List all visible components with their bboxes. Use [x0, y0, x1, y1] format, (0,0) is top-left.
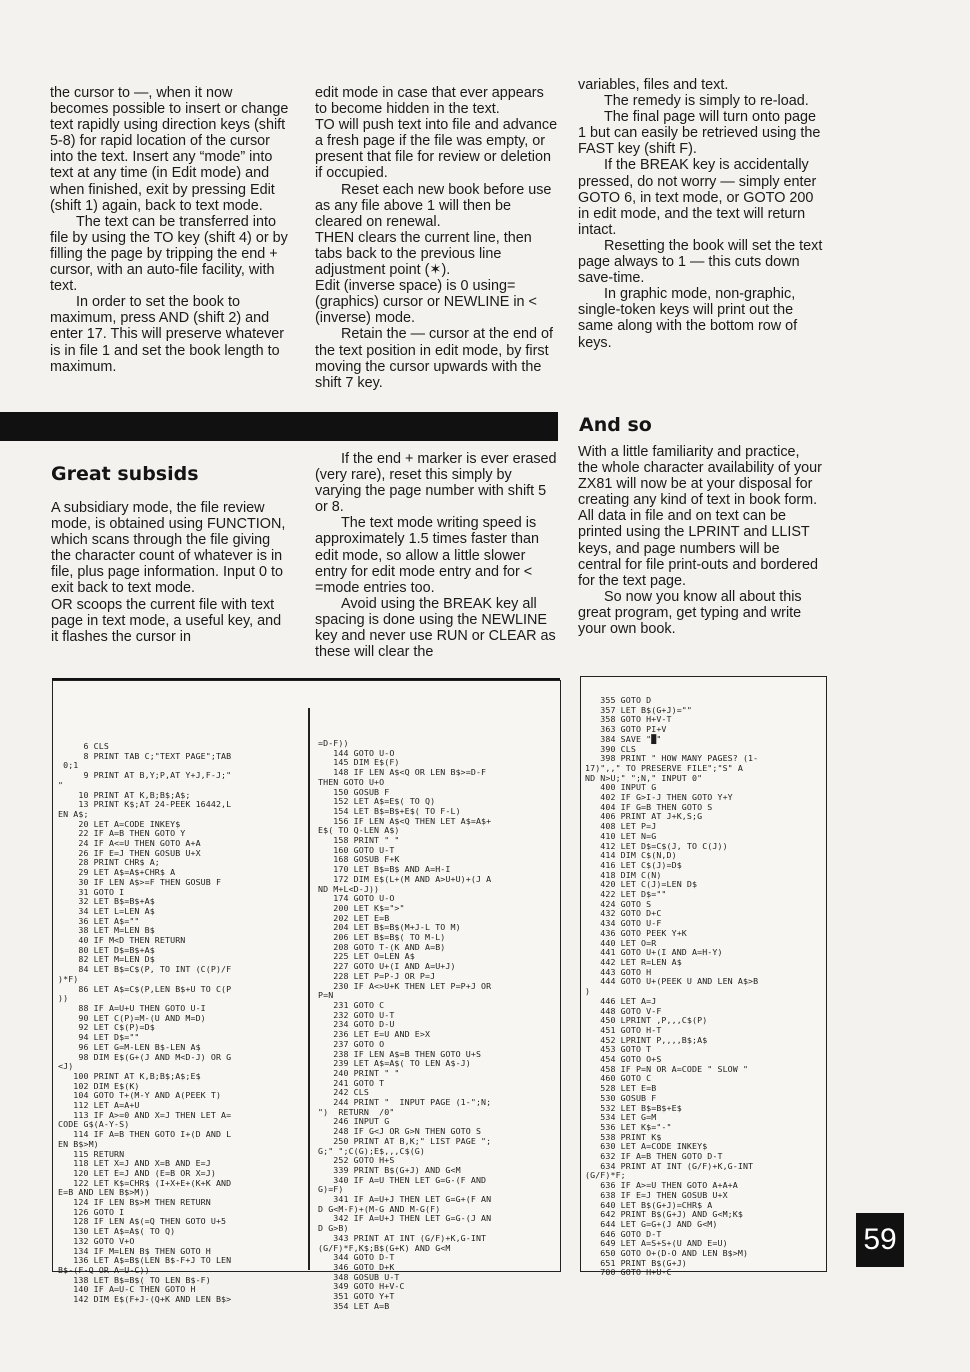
paragraph: THEN clears the current line, then tabs back to the previous line adjustment point (✶). — [315, 229, 532, 279]
listing-column-divider — [308, 708, 310, 1270]
paragraph: the cursor to —, when it now becomes possible to insert or change text rapidly using direction keys (shift 5-8) for rapid location of the cursor into the text. Insert any “mode” into text at any time (in Edit mode) and when finished, exit by pressing Edit (shift 1) again, back to text mode. — [50, 85, 289, 214]
article-column-1-top — [50, 85, 290, 375]
paragraph: The remedy is simply to re-load. — [604, 93, 809, 110]
listing-column-3: 355 GOTO D 357 LET B$(G+J)="" 358 GOTO H+V-T 363 GOTO PI+V 384 SAVE "█" 390 CLS 398 PRINT " HOW MANY PAGES? (1- 17)",," TO PRESERVE FILE";"S" A ND N>U;" ";N," INPUT 0" 400 INPUT G 402 IF G>I-J THEN GOTO Y+Y 404 IF G=B THEN GOTO S 406 PRINT AT J+K,S;G 408 LET P=J 410 LET N=G 412 LET D$=C$(J, TO C(J)) 414 DIM C$(N,D) 416 LET C$(J)=D$ 418 DIM C(N) 420 LET C(J)=LEN D$ 422 LET D$="" 424 GOTO S 432 GOTO D+C 434 GOTO U-F 436 GOTO PEEK Y+K 440 LET O=R 441 GOTO U+(I AND A=H-Y) 442 LET R=LEN A$ 443 GOTO H 444 GOTO U+(PEEK U AND LEN A$>B ) 446 LET A=J 448 GOTO V-F 450 LPRINT ,P,,,C$(P) 451 GOTO H-T 452 LPRINT P,,,,B$;A$ 453 GOTO T 454 GOTO O+S 458 IF P=N OR A=CODE " SLOW " 460 GOTO C 528 LET E=B 530 GOSUB F 532 LET B$=B$+E$ 534 LET G=M 536 LET K$="-" 538 PRINT K$ 630 LET A=CODE INKEY$ 632 IF A=B THEN GOTO D-T 634 PRINT AT INT (G/F)+K,G-INT (G/F)*F; 636 IF A>=U THEN GOTO A+A+A 638 IF E=J THEN GOSUB U+X 640 LET B$(G+J)=CHR$ A 642 PRINT B$(G+J) AND G<M;K$ 644 LET G=G+(J AND G<M) 646 GOTO D-T 649 LET A=S+S+(U AND E=U) 650 GOTO O+(D-O AND LEN B$>M) 651 PRINT B$(G+J) 700 GOTO H+U-C — [585, 695, 759, 1278]
heading-great-subsids: Great subsids — [51, 463, 199, 485]
paragraph: Reset each new book before use as any file above 1 will then be cleared on renewal. — [315, 181, 552, 230]
article-column-3-top — [578, 77, 823, 351]
article-column-2-bottom — [315, 451, 559, 660]
paragraph: OR scoops the current file with text page in text mode, a useful key, and it flashes the cursor in — [51, 596, 282, 645]
paragraph: In order to set the book to maximum, press AND (shift 2) and enter 17. This will preserve whatever is in file 1 and set the book length to maximum. — [50, 294, 285, 375]
paragraph: With a little familiarity and practice, the whole character availability of your ZX81 will now be at your disposal for creating any kind of text in book form. All data in file and on text can be printed using the LPRINT and LLIST keys, and page numbers will be central for file print-outs and bordered for the text page. — [578, 444, 822, 589]
paragraph: Retain the — cursor at the end of the text position in edit mode, by first moving the cursor upwards with the shift 7 key. — [315, 326, 553, 391]
paragraph: In graphic mode, non-graphic, single-token keys will print out the same along with the bottom row of keys. — [578, 286, 798, 351]
paragraph: Edit (inverse space) is 0 using=(graphics) cursor or NEWLINE in < (inverse) mode. — [315, 278, 537, 327]
page-number: 59 — [856, 1213, 904, 1267]
heading-and-so: And so — [579, 414, 652, 436]
paragraph: A subsidiary mode, the file review mode, is obtained using FUNCTION, which scans through the file giving the character count of whatever is in file, plus page information. Input 0 to exit back to text mode. — [51, 500, 286, 597]
paragraph: variables, files and text. — [578, 77, 729, 93]
paragraph: So now you know all about this great program, get typing and write your own book. — [578, 588, 802, 638]
paragraph: edit mode in case that ever appears to become hidden in the text. — [315, 85, 544, 118]
paragraph: The final page will turn onto page 1 but can easily be retrieved using the FAST key (shift F). — [578, 109, 821, 158]
paragraph: The text can be transferred into file by using the TO key (shift 4) or by filling the page by tripping the end + cursor, with an auto-file facility, with text. — [50, 213, 288, 295]
article-column-1-bottom — [51, 500, 291, 645]
listing-column-1: 6 CLS 8 PRINT TAB C;"TEXT PAGE";TAB 0;1 9 PRINT AT B,Y;P,AT Y+J,F-J;" " 10 PRINT AT K,B;B$;A$; 13 PRINT K$;AT 24-PEEK 16442,L EN A$; 20 LET A=CODE INKEY$ 22 IF A=B THEN GOTO Y 24 IF A<=U THEN GOTO A+A 26 IF E=J THEN GOSUB U+X 28 PRINT CHR$ A; 29 LET A$=A$+CHR$ A 30 IF LEN A$>=F THEN GOSUB F 31 GOTO I 32 LET B$=B$+A$ 34 LET L=LEN A$ 36 LET A$="" 38 LET M=LEN B$ 40 IF M<D THEN RETURN 80 LET D$=B$+A$ 82 LET M=LEN D$ 84 LET B$=C$(P, TO INT (C(P)/F )*F) 86 LET A$=C$(P,LEN B$+U TO C(P )) 88 IF A=U+U THEN GOTO U-I 90 LET C(P)=M-(U AND M=D) 92 LET C$(P)=D$ 94 LET D$="" 96 LET G=M-LEN B$-LEN A$ 98 DIM E$(G+(J AND M<D-J) OR G <J) 100 PRINT AT K,B;B$;A$;E$ 102 DIM E$(K) 104 GOTO T+(M-Y AND A(PEEK T) 112 LET A=A+U 113 IF A>=0 AND X=J THEN LET A= CODE G$(A-Y-S) 114 IF A=B THEN GOTO I+(D AND L EN B$>M) 115 RETURN 118 LET X=J AND X=B AND E=J 120 LET E=J AND (E=B OR X=J) 122 LET K$=CHR$ (I+X+E+(K+K AND E=B AND LEN B$>M)) 124 IF LEN B$>M THEN RETURN 126 GOTO I 128 IF LEN A$(=Q THEN GOTO U+5 130 LET A$=A$( TO Q) 132 GOTO V+O 134 IF M=LEN B$ THEN GOTO H 136 LET A$=B$(LEN B$-F+J TO LEN B$-(F-Q OR A=U-C)) 138 LET B$=B$( TO LEN B$-F) 140 IF A=U-C THEN GOTO H 142 DIM E$(F+J-(Q+K AND LEN B$> — [58, 741, 232, 1305]
section-divider-band — [0, 412, 558, 441]
paragraph: Avoid using the BREAK key all spacing is done using the NEWLINE key and never use RUN or CLEAR as these will clear the — [315, 595, 556, 661]
paragraph: The text mode writing speed is approximately 1.5 times faster than edit mode, so allow a little slower entry for edit mode entry and for < =mode entries too. — [315, 515, 539, 596]
paragraph: TO will push text into file and advance a fresh page if the file was empty, or present that file for review or deletion if occupied. — [315, 117, 558, 182]
paragraph: Resetting the book will set the text page always to 1 — this cuts down save-time. — [578, 237, 823, 287]
paragraph: If the end + marker is ever erased (very rare), reset this simply by varying the page number with shift 5 or 8. — [315, 451, 557, 516]
article-column-2-top — [315, 85, 559, 391]
paragraph: If the BREAK key is accidentally pressed, do not worry — simply enter GOTO 6, in text mode, or GOTO 200 in edit mode, and the text will return intact. — [578, 157, 817, 238]
article-column-3-bottom — [578, 444, 823, 637]
listing-column-2: =D-F)) 144 GOTO U-O 145 DIM E$(F) 148 IF LEN A$<Q OR LEN B$>=D-F THEN GOTO U+O 150 GOSUB F 152 LET A$=E$( TO Q) 154 LET B$=B$+E$( TO F-L) 156 IF LEN A$<Q THEN LET A$=A$+ E$( TO Q-LEN A$) 158 PRINT " " 160 GOTO U-T 168 GOSUB F+K 170 LET B$=B$ AND A=H-I 172 DIM E$(L+(M AND A>U+U)+(J A ND M+L<D-J)) 174 GOTO U-O 200 LET K$=">" 202 LET E=B 204 LET B$=B$(M+J-L TO M) 206 LET B$=B$( TO M-L) 208 GOTO T-(K AND A=B) 225 LET O=LEN A$ 227 GOTO U+(I AND A=U+J) 228 LET P=P-J OR P=J 230 IF A<>U+K THEN LET P=P+J OR P=N 231 GOTO C 232 GOTO U-T 234 GOTO D-U 236 LET E=U AND E>X 237 GOTO O 238 IF LEN A$=B THEN GOTO U+S 239 LET A$=A$( TO LEN A$-J) 240 PRINT " " 241 GOTO T 242 CLS 244 PRINT " INPUT PAGE (1-";N; ") RETURN /0" 246 INPUT G 248 IF G<J OR G>N THEN GOTO S 250 PRINT AT B,K;" LIST PAGE "; G;" ";C(G);E$,,,C$(G) 252 GOTO H+S 339 PRINT B$(G+J) AND G<M 340 IF A=U THEN LET G=G-(F AND G)=F) 341 IF A=U+J THEN LET G=G+(F AN D G<M-F)+(M-G AND M-G(F) 342 IF A=U+J THEN LET G=G-(J AN D G>B) 343 PRINT AT INT (G/F)+K,G-INT (G/F)*F,K$;B$(G+K) AND G<M 344 GOTO D-T 346 GOTO D+K 348 GOSUB U-T 349 GOTO H+V-C 351 GOTO Y+T 354 LET A=B — [318, 738, 492, 1311]
